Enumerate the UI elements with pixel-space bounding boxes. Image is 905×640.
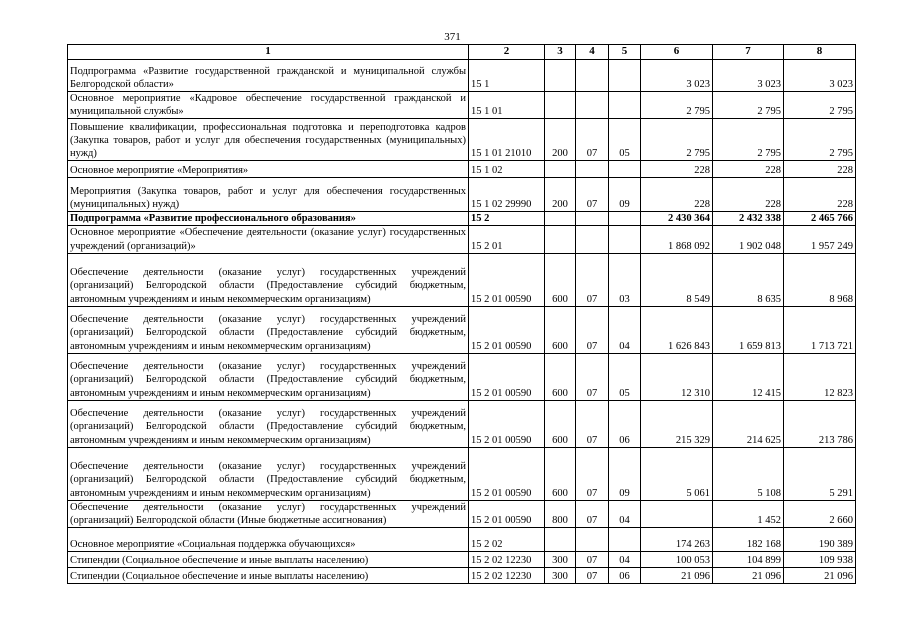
row-value-col8: 190 389	[784, 527, 856, 551]
row-name: Основное мероприятие «Кадровое обеспечение государственной гражданской и муниципальной службы»	[68, 92, 469, 119]
row-value-col7: 12 415	[713, 353, 784, 400]
row-expense-type: 600	[545, 253, 576, 306]
row-expense-type: 600	[545, 353, 576, 400]
row-section: 07	[576, 353, 609, 400]
row-value-col6: 2 795	[641, 119, 713, 161]
row-value-col6: 2 430 364	[641, 212, 713, 226]
row-value-col8: 5 291	[784, 447, 856, 500]
row-section: 07	[576, 178, 609, 212]
row-value-col7: 2 795	[713, 119, 784, 161]
row-name: Подпрограмма «Развитие профессионального образования»	[68, 212, 469, 226]
row-code: 15 1	[469, 60, 545, 92]
row-section	[576, 212, 609, 226]
row-code: 15 2 01	[469, 226, 545, 253]
row-code: 15 2 02 12230	[469, 551, 545, 567]
row-subsection: 05	[609, 353, 641, 400]
row-subsection: 04	[609, 306, 641, 353]
table-row	[68, 447, 856, 500]
row-expense-type	[545, 161, 576, 178]
row-name: Обеспечение деятельности (оказание услуг) государственных учреждений (организаций) Белгородской области (Предоставление субсидий бюджетным, автономным учреждениям и иным некоммерческим организациям)	[68, 447, 469, 500]
row-name: Стипендии (Социальное обеспечение и иные выплаты населению)	[68, 551, 469, 567]
row-value-col6: 228	[641, 178, 713, 212]
row-subsection: 05	[609, 119, 641, 161]
table-row	[68, 60, 856, 92]
row-value-col6: 1 626 843	[641, 306, 713, 353]
row-subsection: 03	[609, 253, 641, 306]
row-value-col7: 182 168	[713, 527, 784, 551]
row-value-col7: 228	[713, 161, 784, 178]
row-code: 15 2 01 00590	[469, 306, 545, 353]
row-name: Обеспечение деятельности (оказание услуг) государственных учреждений (организаций) Белгородской области (Предоставление субсидий бюджетным, автономным учреждениям и иным некоммерческим организациям)	[68, 253, 469, 306]
row-value-col7: 104 899	[713, 551, 784, 567]
row-expense-type	[545, 60, 576, 92]
row-value-col8: 1 713 721	[784, 306, 856, 353]
table-row	[68, 226, 856, 253]
row-code: 15 1 01	[469, 92, 545, 119]
row-section: 07	[576, 253, 609, 306]
row-name: Мероприятия (Закупка товаров, работ и услуг для обеспечения государственных (муниципальных) нужд)	[68, 178, 469, 212]
budget-table	[67, 44, 856, 584]
row-code: 15 1 02	[469, 161, 545, 178]
row-value-col7: 3 023	[713, 60, 784, 92]
row-value-col7: 1 902 048	[713, 226, 784, 253]
row-subsection	[609, 161, 641, 178]
row-code: 15 1 01 21010	[469, 119, 545, 161]
row-code: 15 2 01 00590	[469, 400, 545, 447]
table-row	[68, 253, 856, 306]
row-expense-type: 200	[545, 178, 576, 212]
row-subsection: 06	[609, 567, 641, 583]
row-value-col6: 12 310	[641, 353, 713, 400]
table-row	[68, 551, 856, 567]
row-subsection: 04	[609, 551, 641, 567]
row-subsection: 04	[609, 500, 641, 527]
table-row	[68, 178, 856, 212]
col-header-4: 4	[576, 45, 609, 60]
row-expense-type	[545, 226, 576, 253]
row-code: 15 2 01 00590	[469, 447, 545, 500]
row-expense-type: 300	[545, 567, 576, 583]
row-value-col8: 2 795	[784, 92, 856, 119]
row-code: 15 2 02	[469, 527, 545, 551]
table-row	[68, 212, 856, 226]
row-value-col7: 21 096	[713, 567, 784, 583]
row-name: Обеспечение деятельности (оказание услуг) государственных учреждений (организаций) Белгородской области (Предоставление субсидий бюджетным, автономным учреждениям и иным некоммерческим организациям)	[68, 306, 469, 353]
row-value-col7: 2 795	[713, 92, 784, 119]
page-number: 371	[444, 31, 461, 43]
row-expense-type: 800	[545, 500, 576, 527]
row-name: Основное мероприятие «Обеспечение деятельности (оказание услуг) государственных учреждений (организаций)»	[68, 226, 469, 253]
row-subsection	[609, 212, 641, 226]
row-section: 07	[576, 500, 609, 527]
row-value-col8: 21 096	[784, 567, 856, 583]
table-row	[68, 306, 856, 353]
row-expense-type	[545, 212, 576, 226]
row-value-col6: 3 023	[641, 60, 713, 92]
row-name: Повышение квалификации, профессиональная подготовка и переподготовка кадров (Закупка товаров, работ и услуг для обеспечения государственных (муниципальных) нужд)	[68, 119, 469, 161]
row-value-col6: 2 795	[641, 92, 713, 119]
row-expense-type: 600	[545, 447, 576, 500]
row-name: Основное мероприятие «Социальная поддержка обучающихся»	[68, 527, 469, 551]
row-value-col8: 1 957 249	[784, 226, 856, 253]
row-value-col7: 2 432 338	[713, 212, 784, 226]
row-value-col6: 21 096	[641, 567, 713, 583]
row-name: Обеспечение деятельности (оказание услуг) государственных учреждений (организаций) Белгородской области (Иные бюджетные ассигнования)	[68, 500, 469, 527]
col-header-5: 5	[609, 45, 641, 60]
row-subsection	[609, 226, 641, 253]
row-section: 07	[576, 551, 609, 567]
row-value-col7: 228	[713, 178, 784, 212]
row-section	[576, 92, 609, 119]
table-row	[68, 353, 856, 400]
row-value-col8: 2 795	[784, 119, 856, 161]
col-header-3: 3	[545, 45, 576, 60]
table-row	[68, 92, 856, 119]
row-value-col6: 228	[641, 161, 713, 178]
row-value-col6: 1 868 092	[641, 226, 713, 253]
row-value-col8: 8 968	[784, 253, 856, 306]
table-row	[68, 527, 856, 551]
row-value-col8: 12 823	[784, 353, 856, 400]
header-row	[68, 45, 856, 60]
table-row	[68, 400, 856, 447]
table-row	[68, 161, 856, 178]
row-value-col6: 100 053	[641, 551, 713, 567]
row-section: 07	[576, 119, 609, 161]
row-code: 15 2 01 00590	[469, 253, 545, 306]
row-value-col8: 2 660	[784, 500, 856, 527]
col-header-7: 7	[713, 45, 784, 60]
row-section: 07	[576, 306, 609, 353]
row-name: Подпрограмма «Развитие государственной гражданской и муниципальной службы Белгородской области»	[68, 60, 469, 92]
row-value-col7: 1 659 813	[713, 306, 784, 353]
row-subsection: 09	[609, 447, 641, 500]
row-value-col7: 5 108	[713, 447, 784, 500]
row-value-col8: 213 786	[784, 400, 856, 447]
row-value-col6	[641, 500, 713, 527]
row-section: 07	[576, 400, 609, 447]
row-expense-type: 600	[545, 306, 576, 353]
row-name: Основное мероприятие «Мероприятия»	[68, 161, 469, 178]
row-value-col6: 5 061	[641, 447, 713, 500]
row-expense-type	[545, 527, 576, 551]
table-row	[68, 567, 856, 583]
row-name: Обеспечение деятельности (оказание услуг) государственных учреждений (организаций) Белгородской области (Предоставление субсидий бюджетным, автономным учреждениям и иным некоммерческим организациям)	[68, 400, 469, 447]
row-subsection: 09	[609, 178, 641, 212]
row-name: Стипендии (Социальное обеспечение и иные выплаты населению)	[68, 567, 469, 583]
row-value-col7: 1 452	[713, 500, 784, 527]
col-header-8: 8	[784, 45, 856, 60]
row-value-col8: 3 023	[784, 60, 856, 92]
row-value-col7: 214 625	[713, 400, 784, 447]
row-expense-type: 600	[545, 400, 576, 447]
row-subsection	[609, 527, 641, 551]
row-value-col6: 215 329	[641, 400, 713, 447]
row-section	[576, 226, 609, 253]
row-value-col6: 8 549	[641, 253, 713, 306]
row-value-col6: 174 263	[641, 527, 713, 551]
row-expense-type: 200	[545, 119, 576, 161]
row-code: 15 1 02 29990	[469, 178, 545, 212]
row-subsection	[609, 92, 641, 119]
row-section: 07	[576, 567, 609, 583]
row-section: 07	[576, 447, 609, 500]
row-value-col7: 8 635	[713, 253, 784, 306]
row-expense-type: 300	[545, 551, 576, 567]
row-value-col8: 2 465 766	[784, 212, 856, 226]
row-section	[576, 161, 609, 178]
row-value-col8: 228	[784, 161, 856, 178]
col-header-1: 1	[68, 45, 469, 60]
row-code: 15 2	[469, 212, 545, 226]
col-header-6: 6	[641, 45, 713, 60]
row-expense-type	[545, 92, 576, 119]
table-row	[68, 500, 856, 527]
row-subsection	[609, 60, 641, 92]
row-code: 15 2 01 00590	[469, 500, 545, 527]
row-code: 15 2 02 12230	[469, 567, 545, 583]
row-section	[576, 527, 609, 551]
table-row	[68, 119, 856, 161]
col-header-2: 2	[469, 45, 545, 60]
row-section	[576, 60, 609, 92]
row-value-col8: 109 938	[784, 551, 856, 567]
row-value-col8: 228	[784, 178, 856, 212]
row-code: 15 2 01 00590	[469, 353, 545, 400]
row-subsection: 06	[609, 400, 641, 447]
row-name: Обеспечение деятельности (оказание услуг) государственных учреждений (организаций) Белгородской области (Предоставление субсидий бюджетным, автономным учреждениям и иным некоммерческим организациям)	[68, 353, 469, 400]
